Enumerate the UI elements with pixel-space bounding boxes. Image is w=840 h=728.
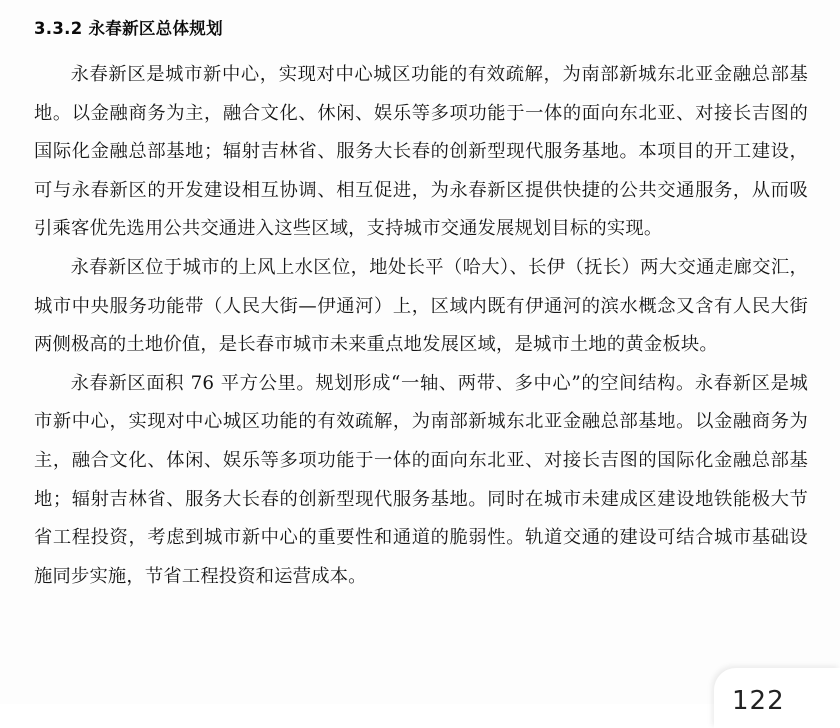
paragraph: 永春新区是城市新中心，实现对中心城区功能的有效疏解，为南部新城东北亚金融总部基地。以金融商务为主，融合文化、休闲、娱乐等多项功能于一体的面向东北亚、对接长吉图的国际化金融总部基地；辐射吉林省、服务大长春的创新型现代服务基地。本项目的开工建设，可与永春新区的开发建设相互协调、相互促进，为永春新区提供快捷的公共交通服务，从而吸引乘客优先选用公共交通进入这些区域，支持城市交通发展规划目标的实现。 <box>34 64 808 240</box>
paragraph: 永春新区位于城市的上风上水区位，地处长平（哈大）、长伊（抚长）两大交通走廊交汇，城市中央服务功能带（人民大街—伊通河）上，区域内既有伊通河的滨水概念又含有人民大街两侧极高的土地价值，是长春市城市未来重点地发展区域，是城市土地的黄金板块。 <box>34 256 808 356</box>
page-number-tab <box>714 668 840 728</box>
page-number: 122 <box>732 686 785 716</box>
section-heading <box>34 18 223 40</box>
body-text <box>34 56 808 596</box>
paragraph: 永春新区面积 76 平方公里。规划形成“一轴、两带、多中心”的空间结构。永春新区是城市新中心，实现对中心城区功能的有效疏解，为南部新城东北亚金融总部基地。以金融商务为主，融合文化、体闲、娱乐等多项功能于一体的面向东北亚、对接长吉图的国际化金融总部基地；辐射吉林省、服务大长春的创新型现代服务基地。同时在城市未建成区建设地铁能极大节省工程投资，考虑到城市新中心的重要性和通道的脆弱性。轨道交通的建设可结合城市基础设施同步实施，节省工程投资和运营成本。 <box>34 372 808 587</box>
section-title: 永春新区总体规划 <box>88 19 223 38</box>
section-number: 3.3.2 <box>34 19 83 38</box>
